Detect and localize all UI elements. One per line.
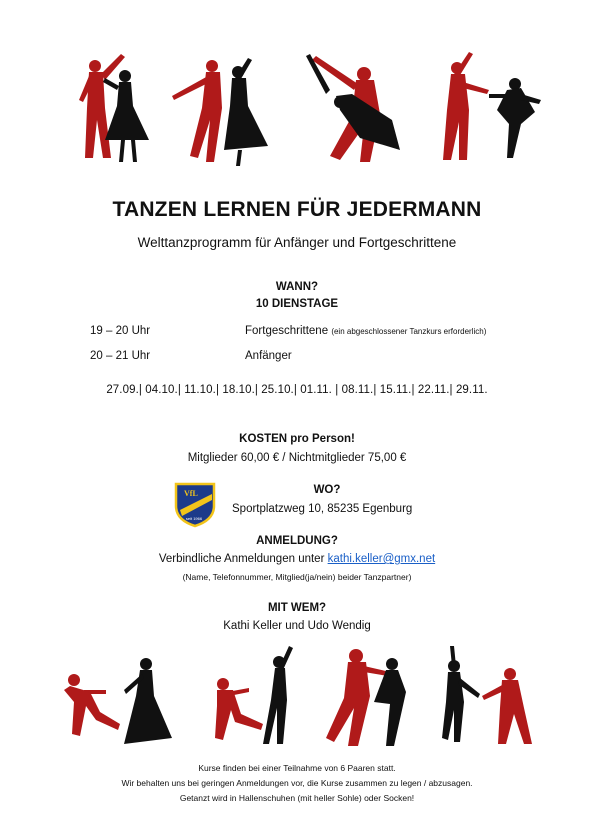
with-whom-names: Kathi Keller und Udo Wendig	[223, 620, 371, 632]
dancing-couple-icon	[205, 644, 305, 750]
page-subtitle: Welttanzprogramm für Anfänger und Fortgeschrittene	[137, 235, 457, 250]
costs-prices: Mitglieder 60,00 € / Nichtmitglieder 75,00 €	[187, 452, 407, 464]
schedule-group-label-1: Fortgeschrittene	[245, 325, 329, 337]
dancing-couple-icon	[60, 650, 180, 750]
when-heading: WANN?	[275, 281, 319, 293]
top-dancers	[0, 40, 594, 170]
schedule-time-1: 19 – 20 Uhr	[90, 325, 151, 337]
schedule-group-1	[245, 325, 486, 337]
where-block	[232, 484, 452, 515]
where-address: Sportplatzweg 10, 85235 Egenburg	[232, 503, 413, 515]
dancing-couple-icon	[300, 50, 410, 168]
when-subheading: 10 DIENSTAGE	[255, 298, 339, 310]
registration-heading: ANMELDUNG?	[256, 535, 338, 547]
dancing-couple-icon	[435, 48, 545, 168]
registration-note: (Name, Telefonnummer, Mitglied(ja/nein) beider Tanzpartner)	[182, 572, 412, 582]
registration-line	[0, 553, 594, 565]
svg-text:VfL: VfL	[184, 489, 198, 498]
with-whom-heading: MIT WEM?	[267, 602, 327, 614]
bottom-dancers	[0, 640, 594, 755]
footer-line-1: Kurse finden bei einer Teilnahme von 6 Paaren statt.	[198, 763, 396, 773]
where-heading: WO?	[313, 484, 341, 496]
schedule-group-2: Anfänger	[245, 350, 292, 362]
footer-line-3: Getanzt wird in Hallenschuhen (mit heller Sohle) oder Socken!	[179, 793, 415, 803]
dancing-couple-icon	[320, 642, 420, 750]
schedule-note-1: (ein abgeschlossener Tanzkurs erforderlich)	[331, 327, 487, 336]
page-title: TANZEN LERNEN FÜR JEDERMANN	[112, 198, 482, 221]
registration-email-link[interactable]: kathi.keller@gmx.net	[327, 553, 436, 565]
registration-text: Verbindliche Anmeldungen unter	[158, 553, 325, 565]
course-dates: 27.09.| 04.10.| 11.10.| 18.10.| 25.10.| 01.11. | 08.11.| 15.11.| 22.11.| 29.11.	[106, 384, 488, 396]
dancing-couple-icon	[168, 50, 268, 168]
dancing-couple-icon	[75, 48, 155, 168]
dancing-couple-icon	[440, 644, 540, 750]
footer-line-2: Wir behalten uns bei geringen Anmeldungen vor, die Kurse zusammen zu legen / abzusagen.	[121, 778, 473, 788]
costs-heading: KOSTEN pro Person!	[239, 433, 355, 445]
schedule-time-2: 20 – 21 Uhr	[90, 350, 151, 362]
club-logo-icon	[172, 480, 218, 528]
svg-text:seit 1966: seit 1966	[185, 516, 203, 521]
